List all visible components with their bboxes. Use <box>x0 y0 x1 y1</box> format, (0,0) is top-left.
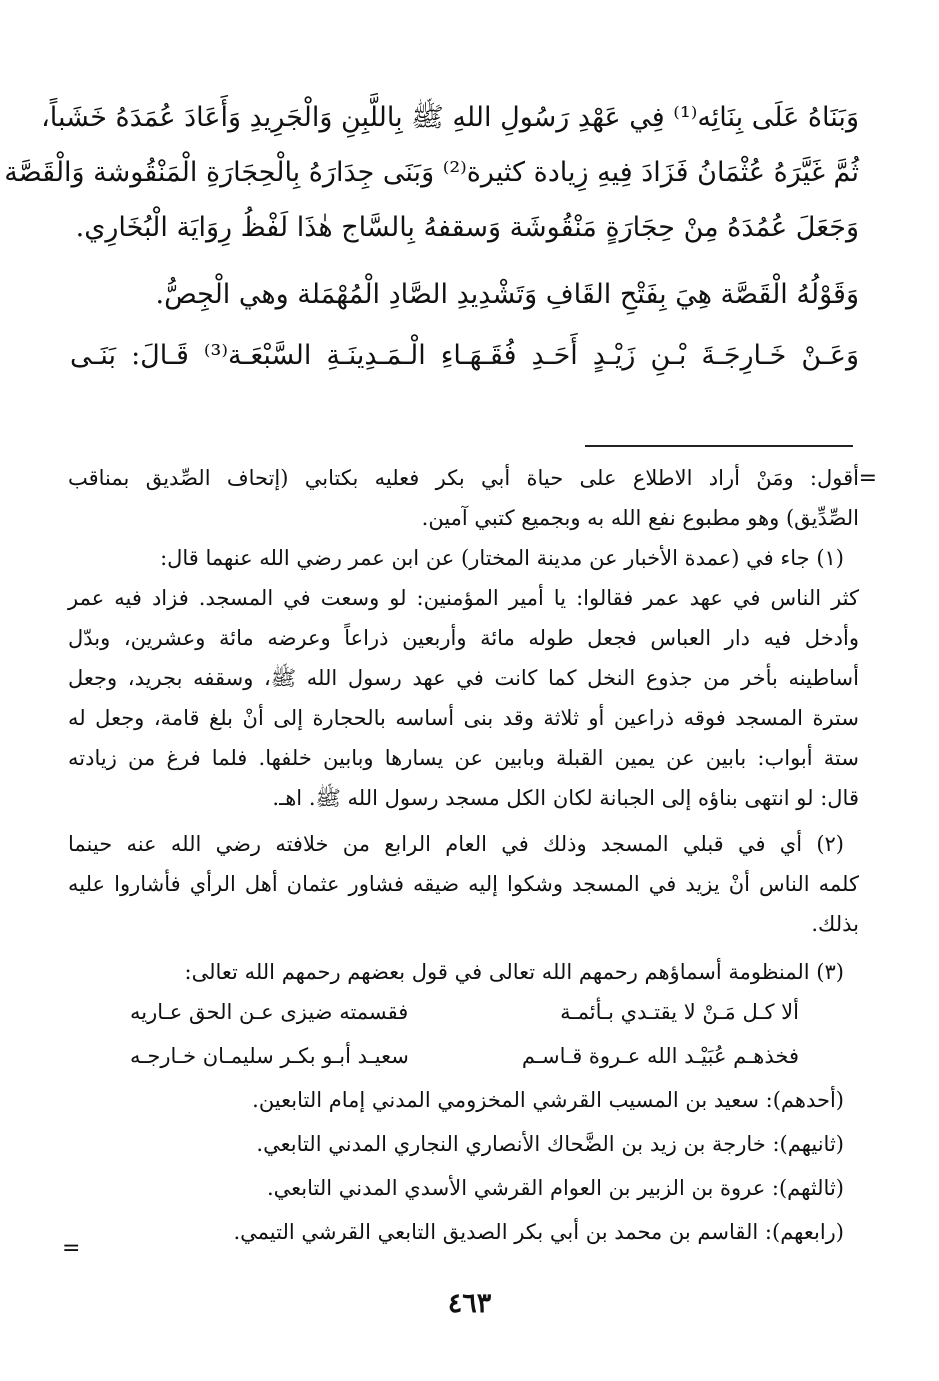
page-number: ٤٦٣ <box>447 1288 492 1319</box>
main-text-line: وَجَعَلَ عُمُدَهُ مِنْ حِجَارَةٍ مَنْقُوشَة وَسقفهُ بِالسَّاج هٰذَا لَفْظُ رِوَايَة الْبُخَارِي. <box>75 212 859 243</box>
poem-hemistich-first: فخذهـم عُبَيْـد الله عـروة قـاسـم <box>521 1044 799 1068</box>
main-text-line: وَقَوْلُهُ الْقَصَّة هِيَ بِفَتْحِ القَافِ وَتَشْدِيدِ الصَّادِ الْمُهْمَلة وهي الْجِصُّ. <box>155 279 859 310</box>
main-text-line: وَعَـنْ خَـارِجَـةَ بْـنِ زَيْـدٍ أَحَـدِ فُقَـهَـاءِ الْـمَـدِينَـةِ السَّبْعَـة⁽³⁾ قَـالَ: بَنَـى <box>70 340 859 371</box>
footnote-1-line: كثر الناس في عهد عمر فقالوا: يا أمير المؤمنين: لو وسعت في المسجد. فزاد فيه عمر <box>68 586 859 610</box>
main-text-line: وَبَنَاهُ عَلَى بِنَائِه⁽¹⁾ فِي عَهْدِ رَسُولِ اللهِ ﷺ بِاللَّبِنِ وَالْجَرِيدِ وَأَعَادَ عُمَدَهُ خَشَباً، <box>41 102 859 133</box>
footnote-divider <box>585 445 853 447</box>
footnote-2-line: بذلك. <box>811 912 859 936</box>
poem-verse <box>130 992 799 1032</box>
footnote-continuation-marker: = <box>858 466 877 491</box>
footnote-1-line: سترة المسجد فوقه ذراعين أو ثلاثة وقد بنى أساسه بالحجارة إلى أنْ بلغ قامة، وجعل له <box>68 706 859 730</box>
footnote-1-line: قال: لو انتهى بناؤه إلى الجبانة لكان الكل مسجد رسول الله ﷺ. اهـ. <box>272 786 859 810</box>
footnote-1-line: (١) جاء في (عمدة الأخبار عن مدينة المختار) عن ابن عمر رضي الله عنهما قال: <box>160 546 844 570</box>
footnote-3-name-line: (ثانيهم): خارجة بن زيد بن الضَّحاك الأنصاري النجاري المدني التابعي. <box>256 1132 844 1156</box>
footnote-1-line: ستة أبواب: بابين عن يمين القبلة وبابين عن يسارها وبابين خلفها. فلما فرغ من زيادته <box>68 746 859 770</box>
poem-verse <box>130 1036 799 1076</box>
footnote-1-line: أساطينه بأخر من جذوع النخل كما كانت في عهد رسول الله ﷺ، وسقفه بجريد، وجعل <box>68 666 859 690</box>
footnote-end-marker: = <box>62 1236 81 1261</box>
footnote-2-line: كلمه الناس أنْ يزيد في المسجد وشكوا إليه ضيقه فشاور عثمان أهل الرأي فأشاروا عليه <box>68 872 859 896</box>
footnote-3-intro: (٣) المنظومة أسماؤهم رحمهم الله تعالى في قول بعضهم رحمهم الله تعالى: <box>184 960 844 984</box>
footnote-3-name-line: (أحدهم): سعيد بن المسيب القرشي المخزومي المدني إمام التابعين. <box>252 1088 844 1112</box>
poem-hemistich-first: ألا كـل مَـنْ لا يقتـدي بـأئمـة <box>560 1000 799 1024</box>
main-text-line: ثُمَّ غَيَّرَهُ عُثْمَانُ فَزَادَ فِيهِ زِيادة كثيرة⁽²⁾ وَبَنَى جِدَارَهُ بِالْحِجَارَةِ الْمَنْقُوشة وَالْقَصَّة <box>4 157 859 188</box>
poem-hemistich-second: سعيـد أبـو بكـر سليمـان خـارجـه <box>130 1044 409 1068</box>
footnote-3-name-line: (رابعهم): القاسم بن محمد بن أبي بكر الصديق التابعي القرشي التيمي. <box>233 1220 844 1244</box>
poem-hemistich-second: فقسمته ضيزى عـن الحق عـاريه <box>130 1000 409 1024</box>
footnote-2-line: (٢) أي في قبلي المسجد وذلك في العام الرابع من خلافته رضي الله عنه حينما <box>68 832 844 856</box>
footnote-line: أقول: ومَنْ أراد الاطلاع على حياة أبي بكر فعليه بكتابي (إتحاف الصِّديق بمناقب <box>68 466 859 490</box>
footnote-3-name-line: (ثالثهم): عروة بن الزبير بن العوام القرشي الأسدي المدني التابعي. <box>266 1176 844 1200</box>
footnote-line: الصِّدِّيق) وهو مطبوع نفع الله به وبجميع كتبي آمين. <box>421 506 859 530</box>
footnote-1-line: وأدخل فيه دار العباس فجعل طوله مائة وأربعين ذراعاً وعرضه مائة وعشرين، وبدّل <box>68 626 859 650</box>
